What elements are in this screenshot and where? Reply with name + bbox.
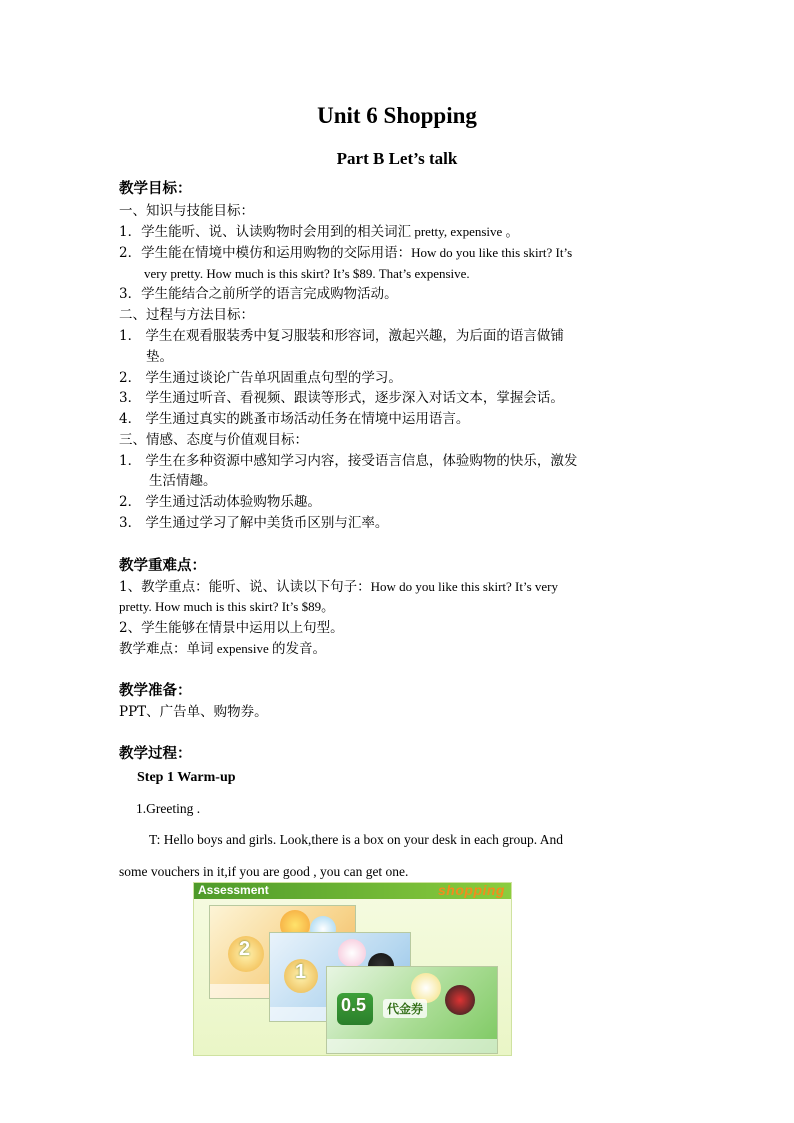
document-subtitle: Part B Let’s talk bbox=[336, 149, 458, 168]
difficulty-end: 的发音。 bbox=[271, 641, 326, 657]
emotion-item-1-cont: 生活情趣。 bbox=[149, 473, 217, 489]
process-item-1-cont: 垫。 bbox=[146, 349, 173, 365]
key-points-line-2: 2、学生能够在情景中运用以上句型。 bbox=[119, 620, 344, 636]
knowledge-heading: 一、知识与技能目标： bbox=[119, 203, 254, 219]
mickey-icon bbox=[445, 985, 475, 1015]
document-title: Unit 6 Shopping bbox=[317, 103, 477, 128]
preparation-heading: 教学准备： bbox=[119, 682, 192, 699]
emotion-item-2: 2． 学生通过活动体验购物乐趣。 bbox=[119, 494, 321, 510]
teacher-line-2: some vouchers in it,if you are good , you can get one. bbox=[119, 864, 409, 879]
process-item-4: 4． 学生通过真实的跳蚤市场活动任务在情境中运用语言。 bbox=[119, 411, 470, 427]
voucher-value: 1 bbox=[295, 961, 307, 983]
knowledge-item-2 bbox=[119, 244, 675, 262]
voucher-value: 2 bbox=[239, 938, 251, 960]
shopping-logo: shopping bbox=[438, 882, 505, 898]
process-heading: 二、过程与方法目标： bbox=[119, 307, 254, 323]
procedure-heading: 教学过程： bbox=[119, 745, 192, 762]
assessment-image bbox=[193, 882, 512, 1056]
step-1-heading: Step 1 Warm-up bbox=[137, 770, 236, 785]
knowledge-item-2-cn: 2．学生能在情境中模仿和运用购物的交际用语： bbox=[119, 245, 412, 261]
teacher-line-1: T: Hello boys and girls. Look,there is a box on your desk in each group. And bbox=[149, 832, 564, 847]
difficulty-line bbox=[119, 640, 326, 658]
voucher-0-5-yuan bbox=[326, 966, 498, 1054]
objectives-heading: 教学目标： bbox=[119, 180, 192, 197]
process-item-1: 1． 学生在观看服装秀中复习服装和形容词，激起兴趣，为后面的语言做铺 bbox=[119, 328, 564, 344]
knowledge-item-3: 3．学生能结合之前所学的语言完成购物活动。 bbox=[119, 286, 398, 302]
greeting-line: 1.Greeting . bbox=[136, 801, 201, 816]
preparation-text: PPT、广告单、购物券。 bbox=[119, 704, 268, 720]
key-points-line-1-en: How do you like this skirt? It’s very bbox=[370, 579, 558, 594]
key-points-line-1 bbox=[119, 578, 558, 596]
emotion-item-3: 3． 学生通过学习了解中美货币区别与汇率。 bbox=[119, 515, 389, 531]
voucher-stub bbox=[327, 1039, 497, 1053]
emotion-heading: 三、情感、态度与价值观目标： bbox=[119, 432, 308, 448]
voucher-badge: 代金券 bbox=[383, 999, 427, 1018]
knowledge-item-1 bbox=[119, 223, 519, 241]
emotion-item-1: 1． 学生在多种资源中感知学习内容，接受语言信息，体验购物的快乐，激发 bbox=[119, 453, 578, 469]
assessment-label: Assessment bbox=[198, 883, 269, 897]
knowledge-item-1-cn: 1．学生能听、说、认读购物时会用到的相关词汇 bbox=[119, 224, 412, 240]
key-points-line-1-cont bbox=[119, 598, 334, 616]
key-points-line-1-cn: 1、教学重点：能听、说、认读以下句子： bbox=[119, 579, 371, 595]
difficulty-label: 教学难点：单词 bbox=[119, 641, 214, 657]
knowledge-item-2-en: How do you like this skirt? It’s bbox=[411, 245, 573, 260]
key-points-line-1-cont-text: pretty. How much is this skirt? It’s $89。 bbox=[119, 599, 335, 614]
process-item-3: 3． 学生通过听音、看视频、跟读等形式，逐步深入对话文本，掌握会话。 bbox=[119, 390, 564, 406]
flower-icon bbox=[338, 939, 366, 967]
knowledge-item-1-en: pretty, expensive 。 bbox=[411, 224, 519, 239]
difficulty-word: expensive bbox=[213, 641, 272, 656]
process-item-2: 2． 学生通过谈论广告单巩固重点句型的学习。 bbox=[119, 370, 402, 386]
key-points-heading: 教学重难点： bbox=[119, 557, 206, 574]
knowledge-item-2-cont: very pretty. How much is this skirt? It’s $89. That’s expensive. bbox=[144, 266, 470, 281]
voucher-value: 0.5 bbox=[341, 995, 367, 1015]
